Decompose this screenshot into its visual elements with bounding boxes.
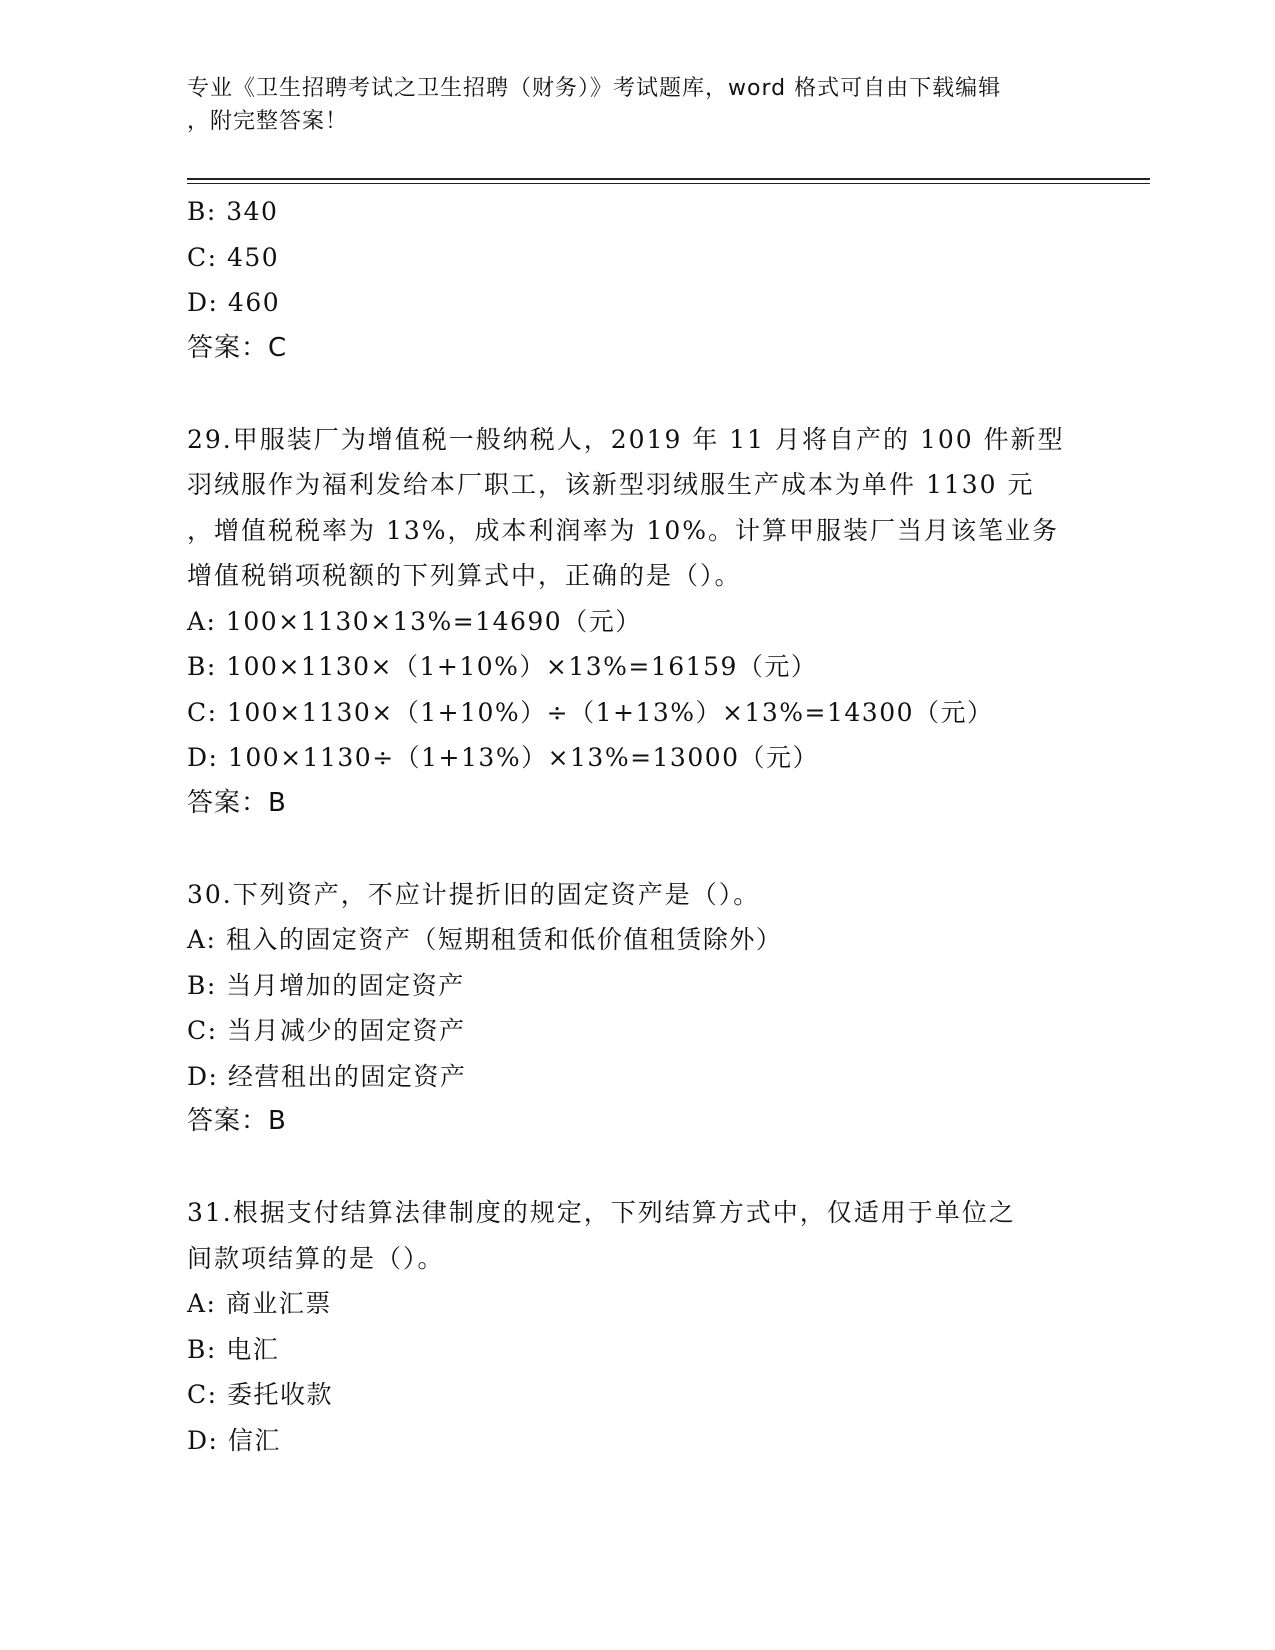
header-line-2: ，附完整答案！ (187, 109, 349, 134)
question-stem-line: 31.根据支付结算法律制度的规定，下列结算方式中，仅适用于单位之 (187, 1198, 1016, 1227)
option-c: C: 委托收款 (187, 1380, 333, 1409)
option-b: B: 100×1130×（1+10%）×13%=16159（元） (187, 652, 818, 681)
question-stem-line: 30.下列资产，不应计提折旧的固定资产是（）。 (187, 879, 761, 909)
header-rule-thin (187, 183, 1150, 184)
header-line-1: 专业《卫生招聘考试之卫生招聘（财务）》考试题库，word 格式可自由下载编辑 (187, 76, 1002, 101)
option-a: A: 100×1130×13%=14690（元） (187, 606, 642, 636)
option-c: C: 450 (187, 242, 280, 272)
header-rule-thick (187, 178, 1150, 180)
answer-line: 答案：B (187, 787, 287, 818)
option-a: A: 商业汇票 (187, 1289, 332, 1318)
question-stem-line: 29.甲服装厂为增值税一般纳税人，2019 年 11 月将自产的 100 件新型 (187, 424, 1065, 454)
answer-line: 答案：B (187, 1106, 287, 1136)
question-31 (187, 1190, 1087, 1463)
question-content (187, 189, 1087, 1463)
question-stem-line: ，增值税税率为 13%，成本利润率为 10%。计算甲服装厂当月该笔业务 (187, 515, 1060, 545)
document-header (187, 72, 1067, 138)
option-d: D: 460 (187, 288, 281, 317)
option-b: B: 340 (187, 197, 279, 226)
option-a: A: 租入的固定资产（短期租赁和低价值租赁除外） (187, 925, 783, 954)
spacer (187, 1145, 1087, 1191)
option-c: C: 100×1130×（1+10%）÷（1+13%）×13%=14300（元） (187, 697, 994, 727)
question-stem-line: 增值税销项税额的下列算式中，正确的是（）。 (187, 561, 742, 590)
spacer (187, 826, 1087, 872)
option-b: B: 电汇 (187, 1334, 280, 1364)
question-stem-line: 间款项结算的是（）。 (187, 1243, 445, 1273)
question-28-tail (187, 189, 1087, 371)
answer-line: 答案：C (187, 332, 288, 363)
option-d: D: 经营租出的固定资产 (187, 1061, 467, 1091)
option-b: B: 当月增加的固定资产 (187, 970, 465, 1000)
spacer (187, 371, 1087, 417)
question-stem-line: 羽绒服作为福利发给本厂职工，该新型羽绒服生产成本为单件 1130 元 (187, 470, 1035, 499)
option-c: C: 当月减少的固定资产 (187, 1016, 466, 1045)
option-d: D: 100×1130÷（1+13%）×13%=13000（元） (187, 743, 820, 772)
question-30 (187, 872, 1087, 1145)
option-d: D: 信汇 (187, 1425, 281, 1455)
question-29 (187, 417, 1087, 827)
